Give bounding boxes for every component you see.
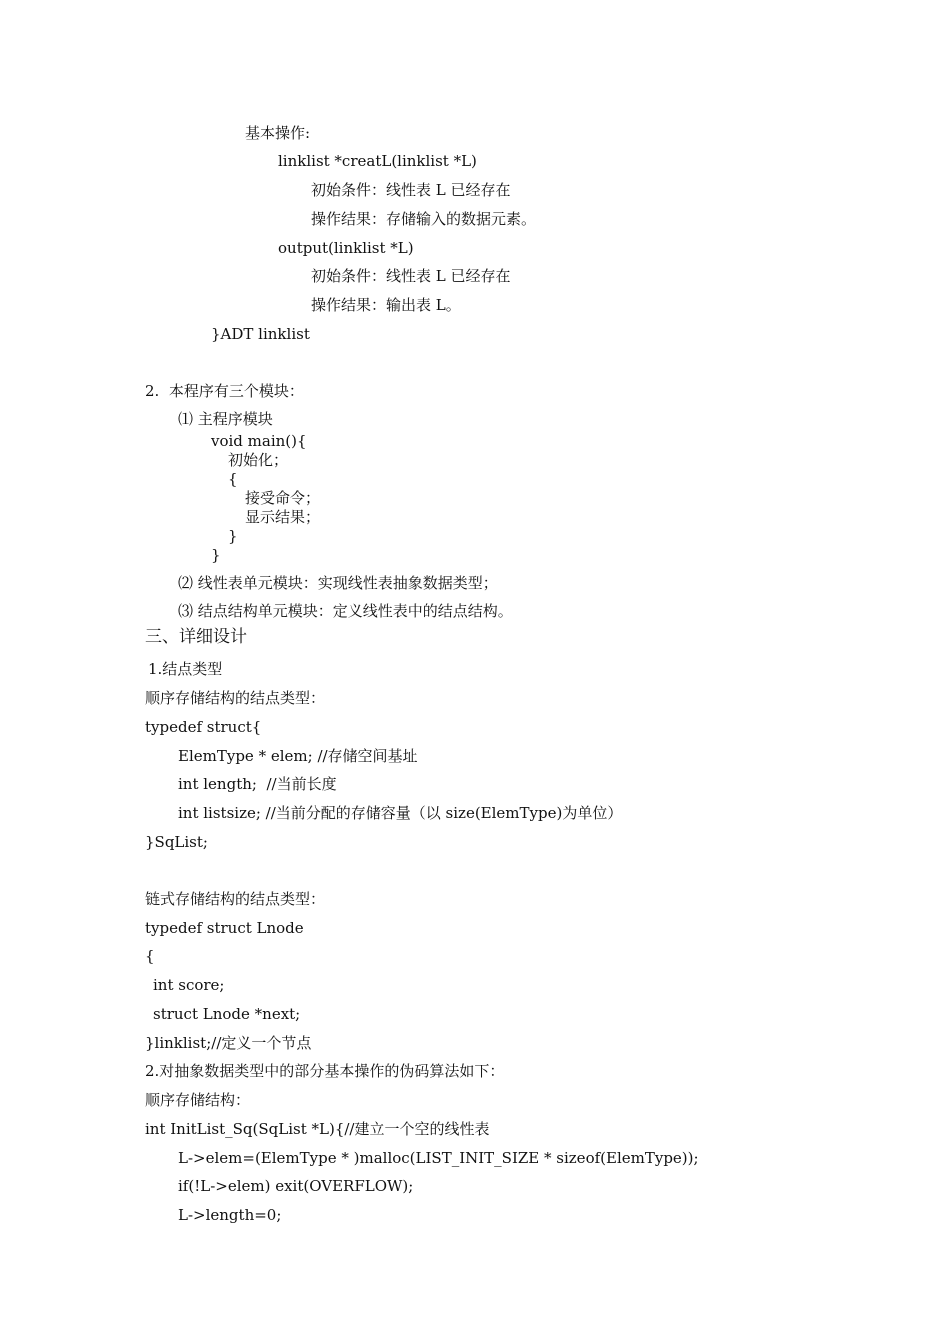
code-line: }	[228, 527, 238, 545]
text-line: 初始化；	[228, 451, 289, 469]
text-line: 接受命令；	[245, 489, 321, 507]
code-line: }	[211, 546, 221, 564]
code-line: linklist *creatL(linklist *L)	[278, 152, 477, 170]
text-line: 顺序存储结构的结点类型：	[145, 689, 326, 707]
code-line: }SqList;	[145, 833, 208, 851]
text-line: 顺序存储结构：	[145, 1091, 251, 1109]
text-line: 显示结果；	[245, 508, 321, 526]
code-line: }ADT linklist	[211, 325, 310, 343]
text-line: 2. 本程序有三个模块：	[145, 382, 304, 400]
section-heading: 三、详细设计	[145, 627, 247, 647]
code-line: int listsize; //当前分配的存储容量（以 size(ElemType)为单位）	[178, 804, 623, 822]
text-line: 1.结点类型	[148, 660, 223, 678]
text-line: ⑶ 结点结构单元模块：定义线性表中的结点结构。	[178, 602, 513, 620]
text-line: 初始条件：线性表 L 已经存在	[311, 267, 511, 285]
code-line: {	[228, 470, 238, 488]
code-line: typedef struct{	[145, 718, 262, 736]
code-line: int InitList_Sq(SqList *L){//建立一个空的线性表	[145, 1120, 490, 1138]
code-line: {	[145, 947, 155, 965]
code-line: if(!L->elem) exit(OVERFLOW);	[178, 1177, 414, 1195]
code-line: struct Lnode *next;	[153, 1005, 301, 1023]
code-line: ElemType * elem; //存储空间基址	[178, 747, 418, 765]
code-line: int score;	[153, 976, 225, 994]
code-line: output(linklist *L)	[278, 239, 414, 257]
text-line: 初始条件：线性表 L 已经存在	[311, 181, 511, 199]
code-line: }linklist;//定义一个节点	[145, 1034, 312, 1052]
code-line: L->elem=(ElemType * )malloc(LIST_INIT_SIZE * sizeof(ElemType));	[178, 1149, 699, 1167]
text-line: 操作结果：存储输入的数据元素。	[311, 210, 537, 228]
code-line: L->length=0;	[178, 1206, 282, 1224]
text-line: ⑵ 线性表单元模块：实现线性表抽象数据类型；	[178, 574, 498, 592]
code-line: void main(){	[211, 432, 307, 450]
text-line: 链式存储结构的结点类型：	[145, 890, 326, 908]
text-line: 操作结果：输出表 L。	[311, 296, 461, 314]
text-line: ⑴ 主程序模块	[178, 410, 273, 428]
text-line: 2.对抽象数据类型中的部分基本操作的伪码算法如下：	[145, 1062, 505, 1080]
code-line: int length; //当前长度	[178, 775, 337, 793]
text-line: 基本操作:	[245, 124, 311, 142]
code-line: typedef struct Lnode	[145, 919, 304, 937]
